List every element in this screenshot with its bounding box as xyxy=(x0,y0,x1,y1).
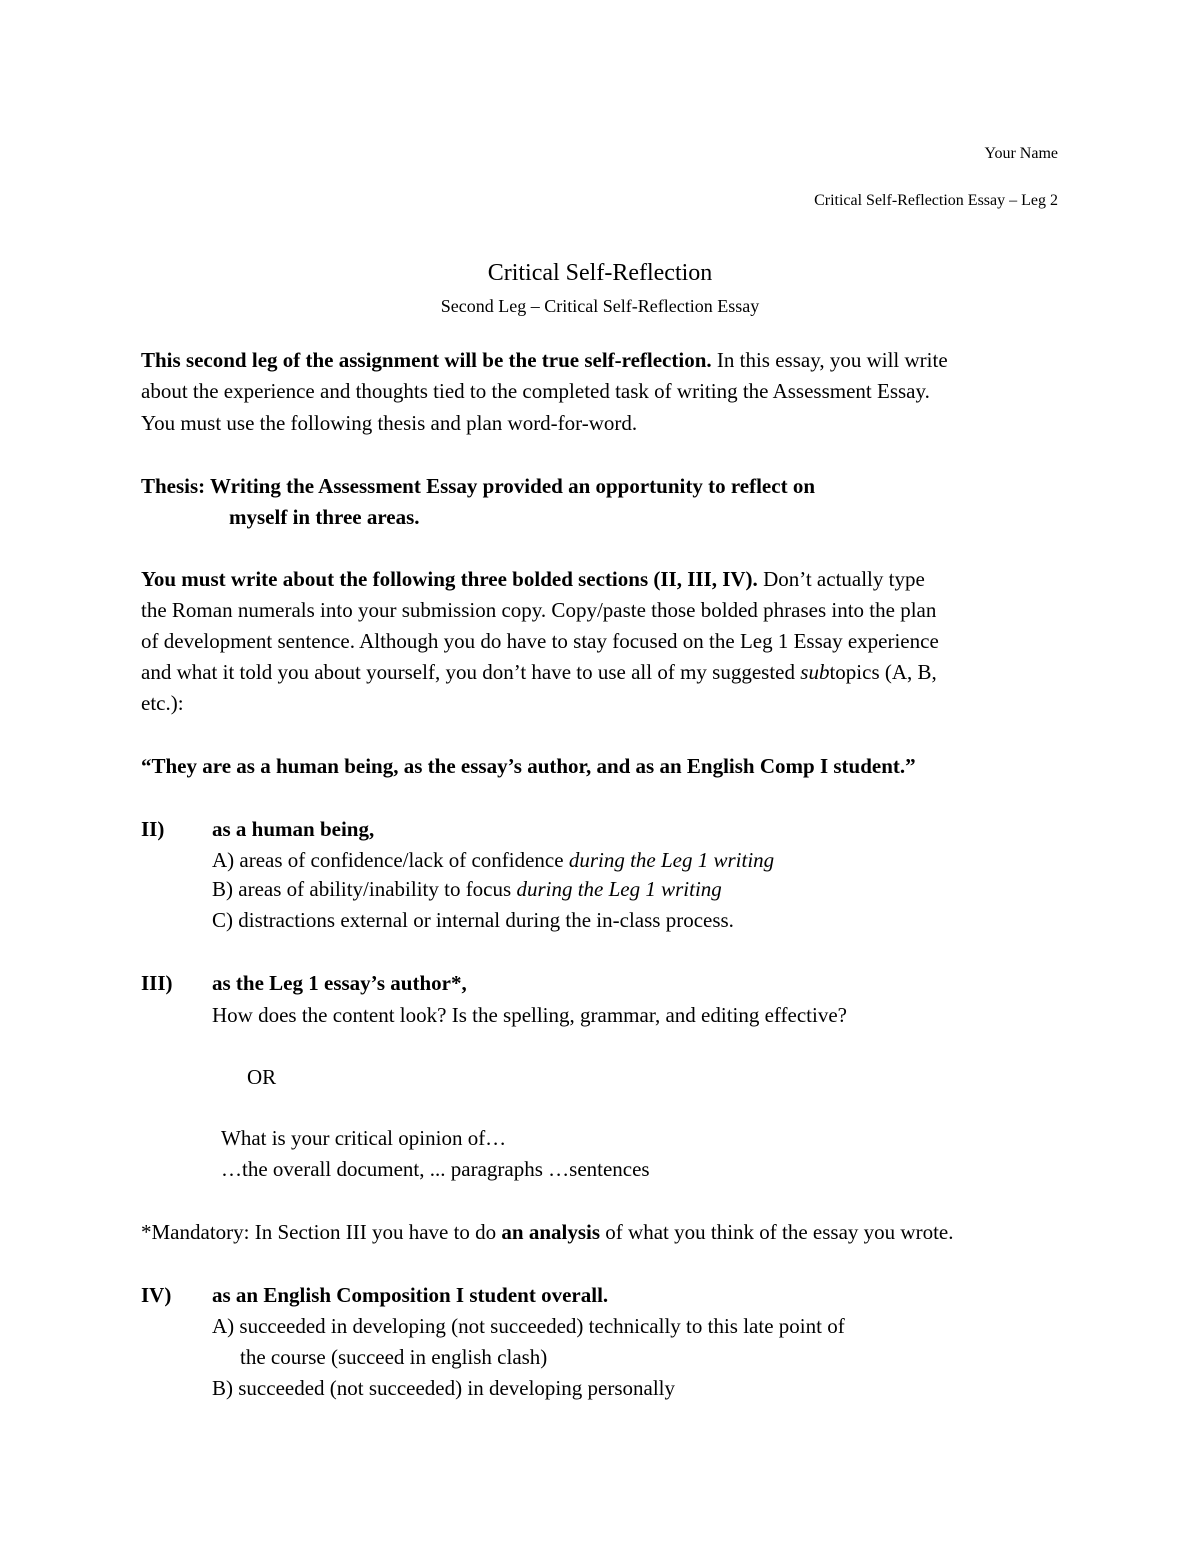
document-title: Critical Self-Reflection xyxy=(487,260,713,286)
section-2-item-b-text: B) areas of ability/inability to focus xyxy=(212,877,517,901)
intro-line-1-rest: In this essay, you will write xyxy=(711,348,948,372)
section-3-heading-bold: as the Leg 1 essay’s author*, xyxy=(212,971,467,995)
instructions-line-3: of development sentence. Although you do have to stay focused on the Leg 1 Essay experience xyxy=(141,629,939,653)
header-name: Your Name xyxy=(984,145,1058,162)
thesis-line-1 xyxy=(141,474,815,498)
thesis-bold-1: Thesis: Writing the Assessment Essay provided an opportunity to reflect on xyxy=(141,474,815,498)
section-4-numeral xyxy=(141,1283,171,1307)
section-3-question-2: What is your critical opinion of… xyxy=(221,1126,507,1150)
instructions-line-4-pre: and what it told you about yourself, you don’t have to use all of my suggested xyxy=(141,660,801,684)
section-3-heading xyxy=(212,971,467,995)
section-2-numeral-bold: II) xyxy=(141,817,165,841)
mandatory-note-bold: an analysis xyxy=(501,1220,601,1244)
plan-quote-bold: “They are as a human being, as the essay’s author, and as an English Comp I student.” xyxy=(141,754,916,778)
instructions-line-1 xyxy=(141,567,925,591)
section-2-heading-bold: as a human being, xyxy=(212,817,375,841)
mandatory-note-post: of what you think of the essay you wrote. xyxy=(600,1220,954,1244)
section-2-numeral xyxy=(141,817,164,841)
section-3-numeral xyxy=(141,971,173,995)
mandatory-note xyxy=(141,1220,953,1244)
instructions-line-4 xyxy=(141,660,937,684)
section-4-heading-bold: as an English Composition I student overall. xyxy=(212,1283,609,1307)
intro-bold: This second leg of the assignment will be the true self-reflection. xyxy=(141,348,712,372)
intro-line-3: You must use the following thesis and plan word-for-word. xyxy=(141,411,638,435)
instructions-line-4-post: topics (A, B, xyxy=(829,660,937,684)
header-course: Critical Self-Reflection Essay – Leg 2 xyxy=(814,192,1058,209)
section-4-item-a-line-1: A) succeeded in developing (not succeeded) technically to this late point of xyxy=(212,1314,845,1338)
instructions-line-5: etc.): xyxy=(141,691,184,715)
instructions-line-1-rest: Don’t actually type xyxy=(757,567,925,591)
mandatory-note-pre: *Mandatory: In Section III you have to do xyxy=(141,1220,502,1244)
section-4-numeral-bold: IV) xyxy=(141,1283,172,1307)
section-2-item-c: C) distractions external or internal during the in-class process. xyxy=(212,908,734,932)
intro-line-1 xyxy=(141,348,948,372)
section-4-item-b: B) succeeded (not succeeded) in developing personally xyxy=(212,1376,675,1400)
instructions-bold: You must write about the following three bolded sections (II, III, IV). xyxy=(141,567,758,591)
section-3-or: OR xyxy=(247,1065,277,1089)
document-subtitle: Second Leg – Critical Self-Reflection Essay xyxy=(440,296,760,316)
instructions-italic-sub: sub xyxy=(800,660,830,684)
section-2-item-a-text: A) areas of confidence/lack of confidence xyxy=(212,848,569,872)
section-2-item-b-italic: during the Leg 1 writing xyxy=(516,877,722,901)
section-3-question-3: …the overall document, ... paragraphs …sentences xyxy=(221,1157,650,1181)
section-2-heading xyxy=(212,817,374,841)
section-4-heading xyxy=(212,1283,608,1307)
section-2-item-b xyxy=(212,877,722,901)
section-2-item-a-italic: during the Leg 1 writing xyxy=(568,848,775,872)
section-3-question-1: How does the content look? Is the spelling, grammar, and editing effective? xyxy=(212,1003,847,1027)
section-4-item-a-line-2: the course (succeed in english clash) xyxy=(240,1345,548,1369)
intro-line-2: about the experience and thoughts tied to the completed task of writing the Assessment Essay. xyxy=(141,379,930,403)
section-3-numeral-bold: III) xyxy=(141,971,173,995)
thesis-bold-2: myself in three areas. xyxy=(229,505,420,529)
plan-quote xyxy=(141,754,916,778)
instructions-line-2: the Roman numerals into your submission copy. Copy/paste those bolded phrases into the plan xyxy=(141,598,937,622)
section-2-item-a xyxy=(212,848,774,872)
thesis-line-2 xyxy=(229,505,420,529)
